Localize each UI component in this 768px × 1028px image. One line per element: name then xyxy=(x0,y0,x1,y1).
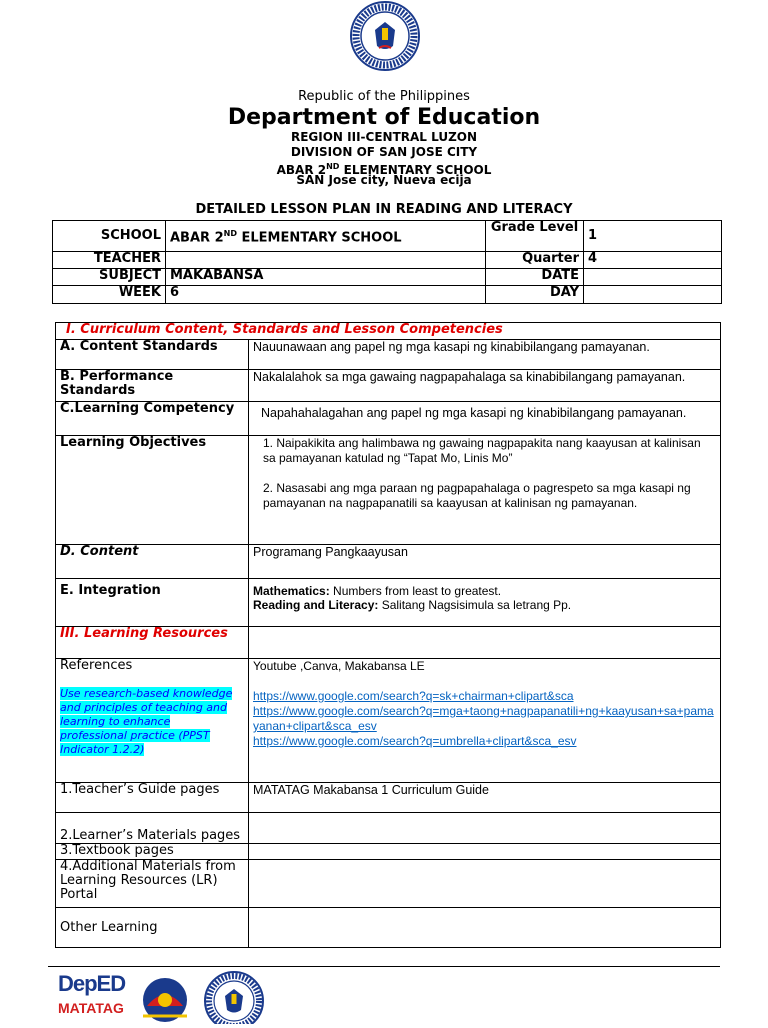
deped-logo-text: DepED xyxy=(58,971,126,996)
objective-2: 2. Nasasabi ang mga paraan ng pagpapahalaga o pagrespeto sa mga kasapi ng pamayanan na nagpapanatili sa kaayusan at kalinisan ng pamayanan. xyxy=(263,481,691,510)
week-value: 6 xyxy=(166,286,486,304)
integration-value xyxy=(249,579,721,627)
other-learning-label: Other Learning xyxy=(56,908,249,948)
references-label: References xyxy=(60,658,133,673)
learners-materials-label: 2.Learner’s Materials pages xyxy=(56,813,249,844)
deped-matatag-logo xyxy=(58,972,125,1016)
school-value: ABAR 2ND ELEMENTARY SCHOOL xyxy=(166,221,486,252)
bagong-pilipinas-logo xyxy=(139,976,191,1028)
references-cell xyxy=(56,659,249,783)
content-standards-label: A. Content Standards xyxy=(56,340,249,370)
content-value: Programang Pangkaayusan xyxy=(249,545,721,579)
objective-1: 1. Naipakikita ang halimbawa ng gawaing nagpapakita nang kaayusan at kalinisan sa pamayanan katulad ng “Tapat Mo, Linis Mo” xyxy=(263,436,701,465)
reference-link-3[interactable]: https://www.google.com/search?q=umbrella+clipart&sca_esv xyxy=(253,734,577,748)
subject-label: SUBJECT xyxy=(53,269,166,286)
department-title: Department of Education xyxy=(227,105,541,130)
day-label: DAY xyxy=(486,286,584,304)
learning-competency-label: C.Learning Competency xyxy=(56,402,249,436)
reference-link-2[interactable]: https://www.google.com/search?q=mga+taong+nagpapanatili+ng+kaayusan+sa+pamayanan+clipart&sca_esv xyxy=(253,704,714,733)
content-standards-value: Nauunawaan ang papel ng mga kasapi ng kinabibilangang pamayanan. xyxy=(249,340,721,370)
empty-cell xyxy=(249,813,721,844)
lesson-plan-table xyxy=(55,322,721,948)
learning-competency-value: Napahahalagahan ang papel ng mga kasapi ng kinabibilangang pamayanan. xyxy=(249,402,721,436)
grade-value: 1 xyxy=(584,221,722,252)
teachers-guide-label: 1.Teacher’s Guide pages xyxy=(56,783,249,813)
integration-label: E. Integration xyxy=(56,579,249,627)
deped-seal-footer-logo xyxy=(203,970,265,1028)
reference-link-1[interactable]: https://www.google.com/search?q=sk+chairman+clipart&sca xyxy=(253,689,574,703)
day-value xyxy=(584,286,722,304)
empty-cell xyxy=(249,860,721,908)
school-line: ABAR 2ND ELEMENTARY SCHOOL xyxy=(276,162,492,177)
date-value xyxy=(584,269,722,286)
ppst-indicator-note: Use research-based knowledge and principles of teaching and learning to enhance professional practice (PPST Indicator 1.2.2) xyxy=(60,687,233,756)
content-label: D. Content xyxy=(56,545,249,579)
integration-reading: Reading and Literacy: Salitang Nagsisimula sa letrang Pp. xyxy=(253,598,572,612)
references-value: Youtube ,Canva, Makabansa LE xyxy=(253,659,425,673)
week-label: WEEK xyxy=(53,286,166,304)
learning-objectives-value xyxy=(249,436,721,545)
teachers-guide-value: MATATAG Makabansa 1 Curriculum Guide xyxy=(249,783,721,813)
empty-cell xyxy=(249,908,721,948)
section-curriculum-heading: I. Curriculum Content, Standards and Lesson Competencies xyxy=(56,323,721,340)
additional-materials-label: 4.Additional Materials from Learning Resources (LR) Portal xyxy=(56,860,249,908)
teacher-label: TEACHER xyxy=(53,252,166,269)
school-label: SCHOOL xyxy=(53,221,166,252)
quarter-value: 4 xyxy=(584,252,722,269)
empty-cell xyxy=(249,844,721,860)
location-line: SAN Jose city, Nueva ecija xyxy=(296,173,472,187)
republic-line: Republic of the Philippines xyxy=(298,89,470,104)
performance-standards-value: Nakalalahok sa mga gawaing nagpapahalaga sa kinabibilangang pamayanan. xyxy=(249,370,721,402)
info-table xyxy=(52,220,722,304)
teacher-value xyxy=(166,252,486,269)
deped-seal-logo xyxy=(349,0,421,72)
footer-divider xyxy=(48,966,720,967)
subject-value: MAKABANSA xyxy=(166,269,486,286)
section-learning-resources-heading: III. Learning Resources xyxy=(56,627,249,659)
region-line: REGION III-CENTRAL LUZON xyxy=(290,130,478,144)
matatag-text: MATATAG xyxy=(58,1000,124,1016)
empty-cell xyxy=(249,627,721,659)
document-title: DETAILED LESSON PLAN IN READING AND LITERACY xyxy=(195,202,573,217)
references-value-cell xyxy=(249,659,721,783)
grade-label: Grade Level xyxy=(486,221,584,252)
date-label: DATE xyxy=(486,269,584,286)
quarter-label: Quarter xyxy=(486,252,584,269)
division-line: DIVISION OF SAN JOSE CITY xyxy=(290,145,478,159)
learning-objectives-label: Learning Objectives xyxy=(56,436,249,545)
textbook-pages-label: 3.Textbook pages xyxy=(56,844,249,860)
performance-standards-label: B. Performance Standards xyxy=(56,370,249,402)
integration-math: Mathematics: Numbers from least to greatest. xyxy=(253,584,502,598)
